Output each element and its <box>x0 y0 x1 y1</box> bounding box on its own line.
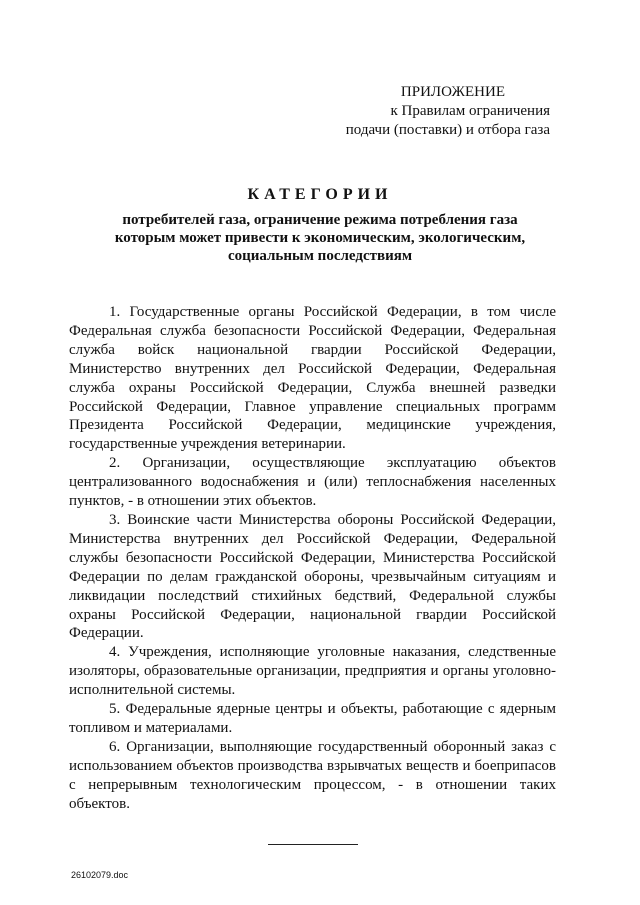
appendix-header <box>340 83 550 140</box>
document-subtitle <box>70 211 570 265</box>
category-item-1: 1. Государственные органы Российской Федерации, в том числе Федеральная служба безопасности Российской Федерации, Федеральная служба войск национальной гвардии Российской Федерации, Министерство внутренних дел Российской Федерации, Федеральная служба охраны Российской Федерации, Служба внешней разведки Российской Федерации, Главное управление специальных программ Президента Российской Федерации, медицинские учреждения, государственные учреждения ветеринарии. <box>69 304 556 453</box>
end-divider <box>268 844 358 845</box>
category-item-6: 6. Организации, выполняющие государственный оборонный заказ с использованием объектов производства взрывчатых веществ и боеприпасов с непрерывным технологическим процессом, - в отношении таких объектов. <box>69 738 556 812</box>
category-item-2: 2. Организации, осуществляющие эксплуатацию объектов централизованного водоснабжения и (или) теплоснабжения населенных пунктов, - в отношении этих объектов. <box>69 455 556 510</box>
category-item-4: 4. Учреждения, исполняющие уголовные наказания, следственные изоляторы, образовательные организации, предприятия и органы уголовно-исполнительной системы. <box>69 644 556 699</box>
category-item-3: 3. Воинские части Министерства обороны Российской Федерации, Министерства внутренних дел Российской Федерации, Федеральной службы безопасности Российской Федерации, Министерства Российской Федерации по делам гражданской обороны, чрезвычайным ситуациям и ликвидации последствий стихийных бедствий, Федеральной службы охраны Российской Федерации, национальной гвардии Российской Федерации. <box>69 511 556 642</box>
category-item-5: 5. Федеральные ядерные центры и объекты, работающие с ядерным топливом и материалами. <box>69 701 556 736</box>
category-list <box>69 303 556 813</box>
appendix-line-2: подачи (поставки) и отбора газа <box>345 122 550 138</box>
appendix-heading: ПРИЛОЖЕНИЕ <box>400 84 505 100</box>
subtitle-line-3: социальным последствиям <box>227 248 413 264</box>
document-title: КАТЕГОРИИ <box>247 186 393 203</box>
subtitle-line-2: которым может привести к экономическим, экологическим, <box>114 230 526 246</box>
appendix-line-1: к Правилам ограничения <box>390 103 550 119</box>
subtitle-line-1: потребителей газа, ограничение режима потребления газа <box>122 212 518 228</box>
doc-id: 26102079.doc <box>71 870 129 880</box>
